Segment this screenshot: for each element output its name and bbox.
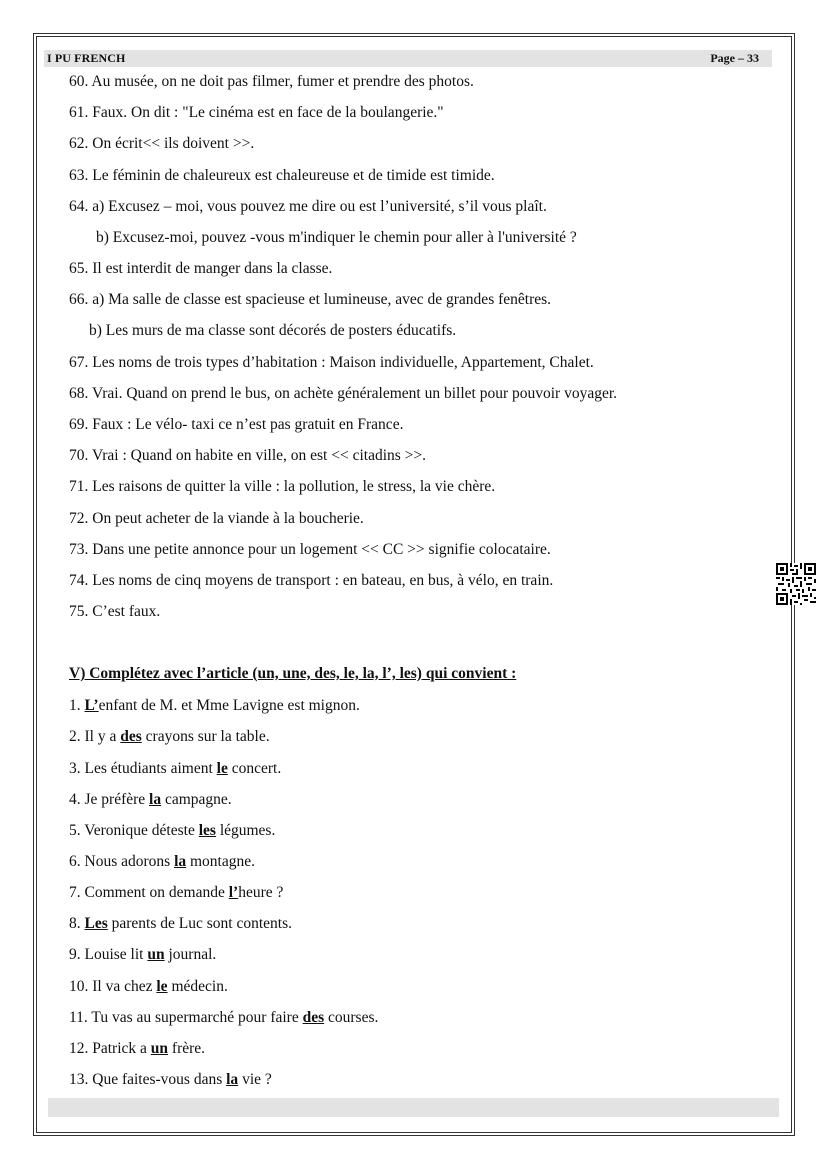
item-suffix: parents de Luc sont contents.	[107, 915, 292, 932]
answer-60: 60. Au musée, on ne doit pas filmer, fumer et prendre des photos.	[69, 73, 474, 90]
item-answer: un	[150, 1040, 169, 1057]
exercise-item-2	[69, 728, 270, 746]
item-answer: le	[216, 760, 228, 777]
answer-69-part2: taxi ce n’est pas gratuit en France.	[191, 416, 404, 433]
item-answer: le	[156, 978, 168, 995]
item-prefix: 3. Les étudiants aiment	[69, 760, 217, 777]
answer-75-part2: C’est faux.	[92, 603, 161, 620]
item-suffix: médecin.	[167, 978, 228, 995]
answer-64b: b) Excusez-moi, pouvez -vous m'indiquer le chemin pour aller à l'université ?	[96, 229, 577, 246]
item-prefix: 6. Nous adorons	[69, 853, 175, 870]
exercise-item-5	[69, 822, 275, 840]
item-suffix: journal.	[164, 946, 217, 963]
answer-69	[69, 416, 403, 434]
answer-67-part2: Les noms de trois types d’habitation	[92, 354, 318, 371]
item-suffix: enfant de M. et Mme Lavigne est mignon.	[98, 697, 360, 714]
item-prefix: 10. Il va chez	[69, 978, 157, 995]
item-suffix: concert.	[227, 760, 282, 777]
answer-63: 63. Le féminin de chaleureux est chaleureuse et de timide est timide.	[69, 167, 495, 184]
answer-75-part1: 75.	[69, 603, 93, 620]
answer-68: 68. Vrai. Quand on prend le bus, on achète généralement un billet pour pouvoir voyager.	[69, 385, 618, 402]
exercise-item-3	[69, 760, 281, 778]
answer-71: 71. Les raisons de quitter la ville : la pollution, le stress, la vie chère.	[69, 478, 496, 495]
item-answer: Les	[84, 915, 108, 932]
answer-67-part1: 67.	[69, 354, 93, 371]
answer-70: 70. Vrai : Quand on habite en ville, on est << citadins >>.	[69, 447, 427, 464]
item-prefix: 12. Patrick a	[69, 1040, 151, 1057]
section-v-heading: V) Complétez avec l’article (un, une, des, le, la, l’, les) qui convient :	[69, 665, 517, 682]
exercise-item-6	[69, 853, 255, 871]
answer-61: 61. Faux. On dit : "Le cinéma est en face de la boulangerie."	[69, 104, 444, 121]
item-answer: des	[120, 728, 142, 745]
item-prefix: 1.	[69, 697, 85, 714]
item-answer: L’	[84, 697, 99, 714]
item-answer: un	[147, 946, 165, 963]
exercise-item-4	[69, 791, 232, 809]
item-answer: la	[149, 791, 162, 808]
exercise-item-10	[69, 978, 228, 996]
exercise-item-1	[69, 697, 360, 715]
item-prefix: 13. Que faites-vous dans	[69, 1071, 227, 1088]
item-suffix: légumes.	[215, 822, 276, 839]
answer-69-part1: 69. Faux : Le vélo-	[69, 416, 192, 433]
answer-67	[69, 354, 594, 372]
item-prefix: 9. Louise lit	[69, 946, 148, 963]
item-prefix: 2. Il y a	[69, 728, 121, 745]
item-prefix: 7. Comment on demande	[69, 884, 229, 901]
exercise-item-11	[69, 1009, 378, 1027]
answer-75	[69, 603, 160, 621]
item-suffix: courses.	[324, 1009, 379, 1026]
item-suffix: heure ?	[238, 884, 284, 901]
answer-66b: b) Les murs de ma classe sont décorés de posters éducatifs.	[89, 322, 457, 339]
answer-73: 73. Dans une petite annonce pour un logement << CC >> signifie colocataire.	[69, 541, 551, 558]
item-answer: les	[198, 822, 216, 839]
answer-74: 74. Les noms de cinq moyens de transport : en bateau, en bus, à vélo, en train.	[69, 572, 554, 589]
item-prefix: 4. Je préfère	[69, 791, 150, 808]
exercise-item-13	[69, 1071, 272, 1089]
header-course-title: I PU FRENCH	[47, 51, 126, 65]
item-answer: des	[302, 1009, 325, 1026]
answer-65: 65. Il est interdit de manger dans la classe.	[69, 260, 333, 277]
item-suffix: crayons sur la table.	[141, 728, 270, 745]
answer-66a: 66. a) Ma salle de classe est spacieuse et lumineuse, avec de grandes fenêtres.	[69, 291, 552, 308]
exercise-item-7	[69, 884, 283, 902]
qr-code-icon	[776, 563, 816, 605]
answer-62: 62. On écrit<< ils doivent >>.	[69, 135, 255, 152]
item-answer: la	[226, 1071, 239, 1088]
item-suffix: montagne.	[186, 853, 255, 870]
exercise-item-8	[69, 915, 292, 933]
item-suffix: frère.	[168, 1040, 206, 1057]
item-suffix: campagne.	[161, 791, 232, 808]
answer-64a	[69, 198, 547, 216]
answer-64a-part2: – moi, vous pouvez me dire ou est l’université, s’il vous plaît.	[163, 198, 547, 215]
exercise-item-12	[69, 1040, 205, 1058]
header-bar	[44, 50, 772, 67]
item-prefix: 8.	[69, 915, 85, 932]
item-prefix: 11. Tu vas au supermarché pour faire	[69, 1009, 303, 1026]
footer-bar	[48, 1098, 779, 1117]
item-suffix: vie ?	[238, 1071, 272, 1088]
item-answer: la	[174, 853, 187, 870]
item-prefix: 5. Veronique déteste	[69, 822, 199, 839]
answer-64a-part1: 64. a) Excusez	[69, 198, 164, 215]
answer-72: 72. On peut acheter de la viande à la boucherie.	[69, 510, 364, 527]
answer-67-part3: : Maison individuelle, Appartement, Chalet.	[317, 354, 594, 371]
exercise-item-9	[69, 946, 216, 964]
item-answer: l’	[228, 884, 239, 901]
header-page-number: Page – 33	[710, 51, 759, 65]
